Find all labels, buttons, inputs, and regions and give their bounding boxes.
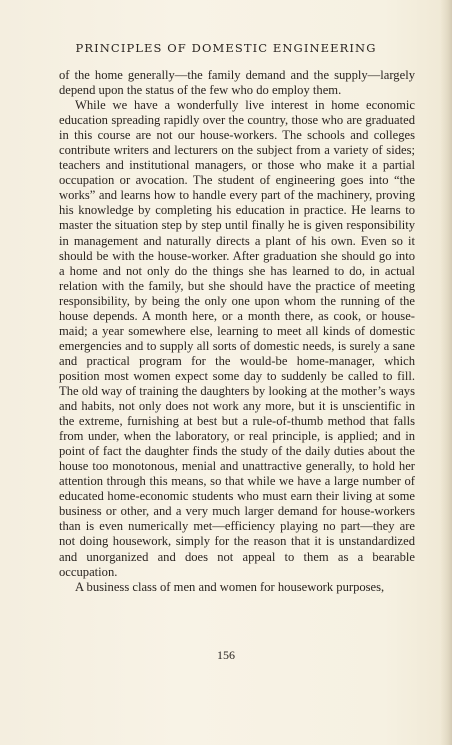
- running-head: PRINCIPLES OF DOMESTIC ENGINEERING: [75, 41, 377, 55]
- page-edge-shadow: [440, 0, 452, 745]
- paragraph: A business class of men and women for housework purposes,: [75, 579, 385, 594]
- page-number: 156: [217, 648, 235, 662]
- paragraph: While we have a wonderfully live interest in home economic education spreading rapidly over the country, those who are graduated in this course are not our house-workers. The schools and colleges contribute writers and lecturers on the subject from a variety of sides; teachers and institutional managers, or those who make it a partial occupation or avocation. The student of engineering goes into “the works” and learns how to handle every part of the machinery, proving his knowledge by completing his education in practice. He learns to master the situation step by step until finally he is given responsibility in management and naturally directs a plant of his own. Even so it should be with the house-worker. After graduation she should go into a home and not only do the things she has learned to do, in actual relation with the family, but she should have the practice of meeting responsibility, by being the only one upon whom the running of the house depends. A month here, or a month there, as cook, or house-maid; a year somewhere else, learning to meet all kinds of domestic emergencies and to supply all sorts of domestic needs, is surely a sane and practical program for the would-be home-manager, which position most women expect some day to suddenly be called to fill. The old way of training the daughters by looking at the mother’s ways and habits, not only does not work any more, but it is unscientific in the extreme, furnishing at best but a rule-of-thumb method that falls from under, when the laboratory, or real principle, is applied; and in point of fact the daughter finds the study of the daily duties about the house too monotonous, menial and unattractive generally, to hold her attention through this means, so that while we have a large number of educated home-economic students who must earn their living at some business or other, and a very much larger demand for house-workers than is even numerically met—efficiency playing no part—they are not doing housework, simply for the reason that it is unstandardized and unorganized and does not appeal to them as a bearable occupation.: [59, 98, 415, 579]
- paragraph-continued: of the home generally—the family demand and the supply—largely depend upon the status of the few who do employ them.: [59, 68, 415, 98]
- body-text: [59, 68, 415, 595]
